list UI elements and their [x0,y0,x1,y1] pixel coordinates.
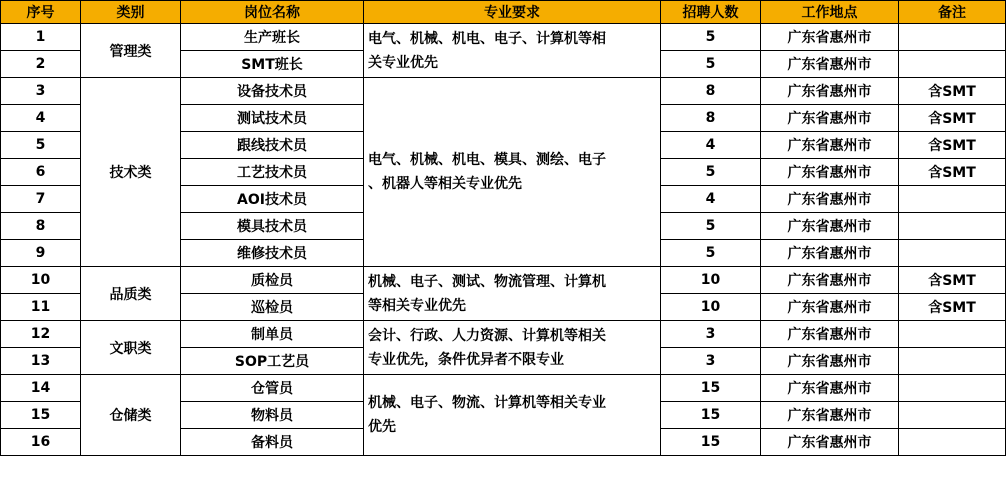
position-cell: 质检员 [181,267,364,294]
count-cell: 3 [661,348,761,375]
table-row [1,24,1006,51]
location-cell: 广东省惠州市 [761,24,899,51]
position-cell: 设备技术员 [181,78,364,105]
requirement-cell [364,24,661,78]
row-number: 16 [1,429,81,456]
position-cell: AOI技术员 [181,186,364,213]
category-cell: 文职类 [81,321,181,375]
location-cell: 广东省惠州市 [761,294,899,321]
position-cell: 跟线技术员 [181,132,364,159]
requirement-line: 专业优先，条件优异者不限专业 [368,351,564,368]
row-number: 13 [1,348,81,375]
header-row [1,1,1006,24]
position-cell: SOP工艺员 [181,348,364,375]
count-cell: 8 [661,78,761,105]
count-cell: 15 [661,429,761,456]
row-number: 9 [1,240,81,267]
location-cell: 广东省惠州市 [761,213,899,240]
row-number: 11 [1,294,81,321]
position-cell: 模具技术员 [181,213,364,240]
location-cell: 广东省惠州市 [761,375,899,402]
requirement-line: 电气、机械、机电、模具、测绘、电子 [368,152,606,168]
count-cell: 5 [661,51,761,78]
row-number: 3 [1,78,81,105]
note-cell [899,375,1006,402]
count-cell: 5 [661,159,761,186]
count-cell: 3 [661,321,761,348]
requirement-line: 机械、电子、物流、计算机等相关专业 [368,395,606,411]
position-cell: 生产班长 [181,24,364,51]
count-cell: 5 [661,213,761,240]
count-cell: 15 [661,402,761,429]
location-cell: 广东省惠州市 [761,132,899,159]
position-cell: 备料员 [181,429,364,456]
note-cell [899,429,1006,456]
row-number: 15 [1,402,81,429]
table-row [1,321,1006,348]
requirement-cell [364,78,661,267]
position-cell: 工艺技术员 [181,159,364,186]
row-number: 5 [1,132,81,159]
header-location: 工作地点 [761,1,899,24]
table-row [1,375,1006,402]
row-number: 10 [1,267,81,294]
requirement-line: 电气、机械、机电、电子、计算机等相 [368,30,606,47]
location-cell: 广东省惠州市 [761,429,899,456]
position-cell: 仓管员 [181,375,364,402]
table-row [1,267,1006,294]
note-cell [899,348,1006,375]
table-row [1,78,1006,105]
note-cell [899,321,1006,348]
requirement-cell [364,267,661,321]
count-cell: 4 [661,186,761,213]
position-cell: 巡检员 [181,294,364,321]
note-cell [899,213,1006,240]
requirement-line: 、机器人等相关专业优先 [368,176,522,192]
position-cell: 维修技术员 [181,240,364,267]
row-number: 14 [1,375,81,402]
location-cell: 广东省惠州市 [761,186,899,213]
count-cell: 4 [661,132,761,159]
count-cell: 10 [661,294,761,321]
header-category: 类别 [81,1,181,24]
header-note: 备注 [899,1,1006,24]
note-cell [899,402,1006,429]
requirement-line: 优先 [368,419,396,435]
position-cell: 制单员 [181,321,364,348]
count-cell: 10 [661,267,761,294]
location-cell: 广东省惠州市 [761,348,899,375]
note-cell: 含SMT [899,159,1006,186]
note-cell [899,186,1006,213]
row-number: 12 [1,321,81,348]
note-cell: 含SMT [899,78,1006,105]
count-cell: 8 [661,105,761,132]
header-number: 序号 [1,1,81,24]
location-cell: 广东省惠州市 [761,51,899,78]
location-cell: 广东省惠州市 [761,105,899,132]
row-number: 7 [1,186,81,213]
position-cell: 物料员 [181,402,364,429]
row-number: 4 [1,105,81,132]
category-cell: 技术类 [81,78,181,267]
location-cell: 广东省惠州市 [761,159,899,186]
row-number: 6 [1,159,81,186]
count-cell: 5 [661,24,761,51]
note-cell: 含SMT [899,132,1006,159]
row-number: 1 [1,24,81,51]
note-cell: 含SMT [899,105,1006,132]
location-cell: 广东省惠州市 [761,321,899,348]
note-cell [899,51,1006,78]
category-cell: 仓储类 [81,375,181,456]
location-cell: 广东省惠州市 [761,78,899,105]
category-cell: 品质类 [81,267,181,321]
requirement-line: 会计、行政、人力资源、计算机等相关 [368,327,606,344]
header-count: 招聘人数 [661,1,761,24]
note-cell [899,24,1006,51]
note-cell: 含SMT [899,294,1006,321]
requirement-cell [364,375,661,456]
category-cell: 管理类 [81,24,181,78]
note-cell: 含SMT [899,267,1006,294]
location-cell: 广东省惠州市 [761,267,899,294]
count-cell: 15 [661,375,761,402]
count-cell: 5 [661,240,761,267]
position-cell: SMT班长 [181,51,364,78]
note-cell [899,240,1006,267]
header-position: 岗位名称 [181,1,364,24]
requirement-line: 等相关专业优先 [368,297,466,314]
requirement-cell [364,321,661,375]
row-number: 8 [1,213,81,240]
requirement-line: 机械、电子、测试、物流管理、计算机 [368,273,606,290]
position-cell: 测试技术员 [181,105,364,132]
header-requirement: 专业要求 [364,1,661,24]
location-cell: 广东省惠州市 [761,402,899,429]
row-number: 2 [1,51,81,78]
requirement-line: 关专业优先 [368,54,438,71]
location-cell: 广东省惠州市 [761,240,899,267]
